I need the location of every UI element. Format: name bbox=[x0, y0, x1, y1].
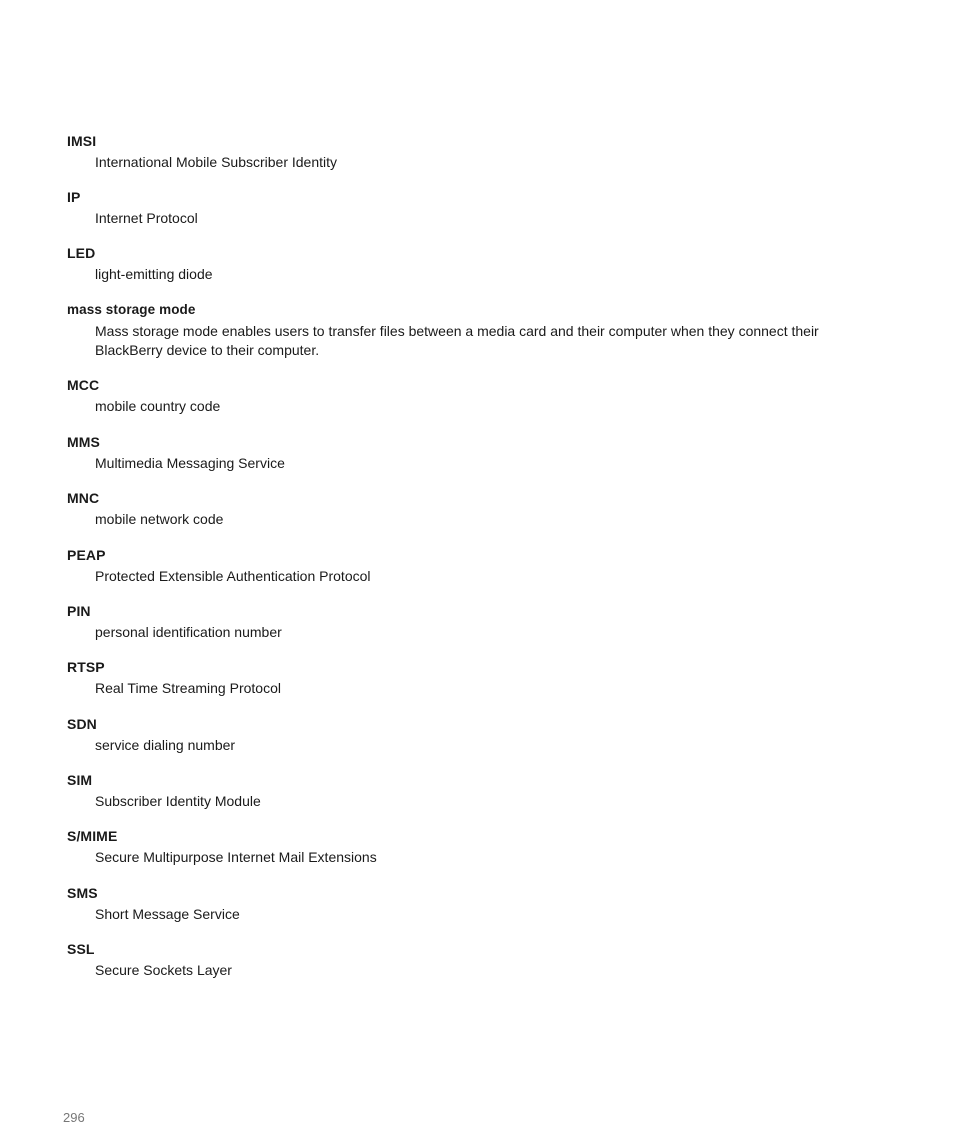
glossary-definition: Mass storage mode enables users to transfer files between a media card and their computer when they connect their BlackBerry device to their computer. bbox=[95, 323, 819, 358]
glossary-entry-led bbox=[67, 244, 887, 301]
glossary-term: MCC bbox=[67, 377, 100, 393]
glossary-entry-sim bbox=[67, 771, 887, 827]
glossary-term: IP bbox=[67, 189, 81, 205]
glossary-definition: Secure Multipurpose Internet Mail Extensions bbox=[95, 849, 377, 865]
glossary-entry-sms bbox=[67, 884, 887, 940]
glossary-term: PIN bbox=[67, 603, 91, 619]
glossary-definition: Protected Extensible Authentication Protocol bbox=[95, 568, 371, 584]
glossary-definition: Secure Sockets Layer bbox=[95, 962, 232, 978]
glossary-entry-mcc bbox=[67, 376, 887, 433]
glossary-entry-mass-storage-mode bbox=[67, 301, 887, 376]
glossary-entry-peap bbox=[67, 546, 887, 602]
glossary-term: SSL bbox=[67, 941, 95, 957]
glossary-term: PEAP bbox=[67, 547, 106, 563]
glossary-definition: personal identification number bbox=[95, 624, 282, 640]
glossary-list bbox=[67, 132, 887, 996]
glossary-definition: Real Time Streaming Protocol bbox=[95, 680, 281, 696]
glossary-entry-imsi bbox=[67, 132, 887, 188]
glossary-definition: International Mobile Subscriber Identity bbox=[95, 154, 338, 170]
glossary-entry-s-mime bbox=[67, 827, 887, 884]
glossary-term: S/MIME bbox=[67, 828, 118, 844]
glossary-entry-ip bbox=[67, 188, 887, 244]
glossary-entry-rtsp bbox=[67, 658, 887, 715]
glossary-definition: Subscriber Identity Module bbox=[95, 793, 261, 809]
glossary-entry-ssl bbox=[67, 940, 887, 996]
glossary-entry-mnc bbox=[67, 489, 887, 546]
glossary-definition: service dialing number bbox=[95, 737, 236, 753]
glossary-definition: Multimedia Messaging Service bbox=[95, 455, 285, 471]
glossary-term: SIM bbox=[67, 772, 93, 788]
glossary-entry-pin bbox=[67, 602, 887, 658]
glossary-term: LED bbox=[67, 245, 96, 261]
glossary-term: MNC bbox=[67, 490, 100, 506]
glossary-definition: Internet Protocol bbox=[95, 210, 198, 226]
glossary-term: mass storage mode bbox=[67, 302, 196, 317]
glossary-term: SMS bbox=[67, 885, 98, 901]
glossary-term: MMS bbox=[67, 434, 100, 450]
page-number: 296 bbox=[63, 1110, 85, 1125]
glossary-definition: mobile country code bbox=[95, 398, 221, 414]
glossary-entry-sdn bbox=[67, 715, 887, 771]
glossary-term: RTSP bbox=[67, 659, 105, 675]
glossary-definition: mobile network code bbox=[95, 511, 224, 527]
glossary-term: IMSI bbox=[67, 133, 97, 149]
glossary-definition: Short Message Service bbox=[95, 906, 240, 922]
glossary-term: SDN bbox=[67, 716, 97, 732]
glossary-entry-mms bbox=[67, 433, 887, 489]
glossary-definition: light-emitting diode bbox=[95, 266, 213, 282]
